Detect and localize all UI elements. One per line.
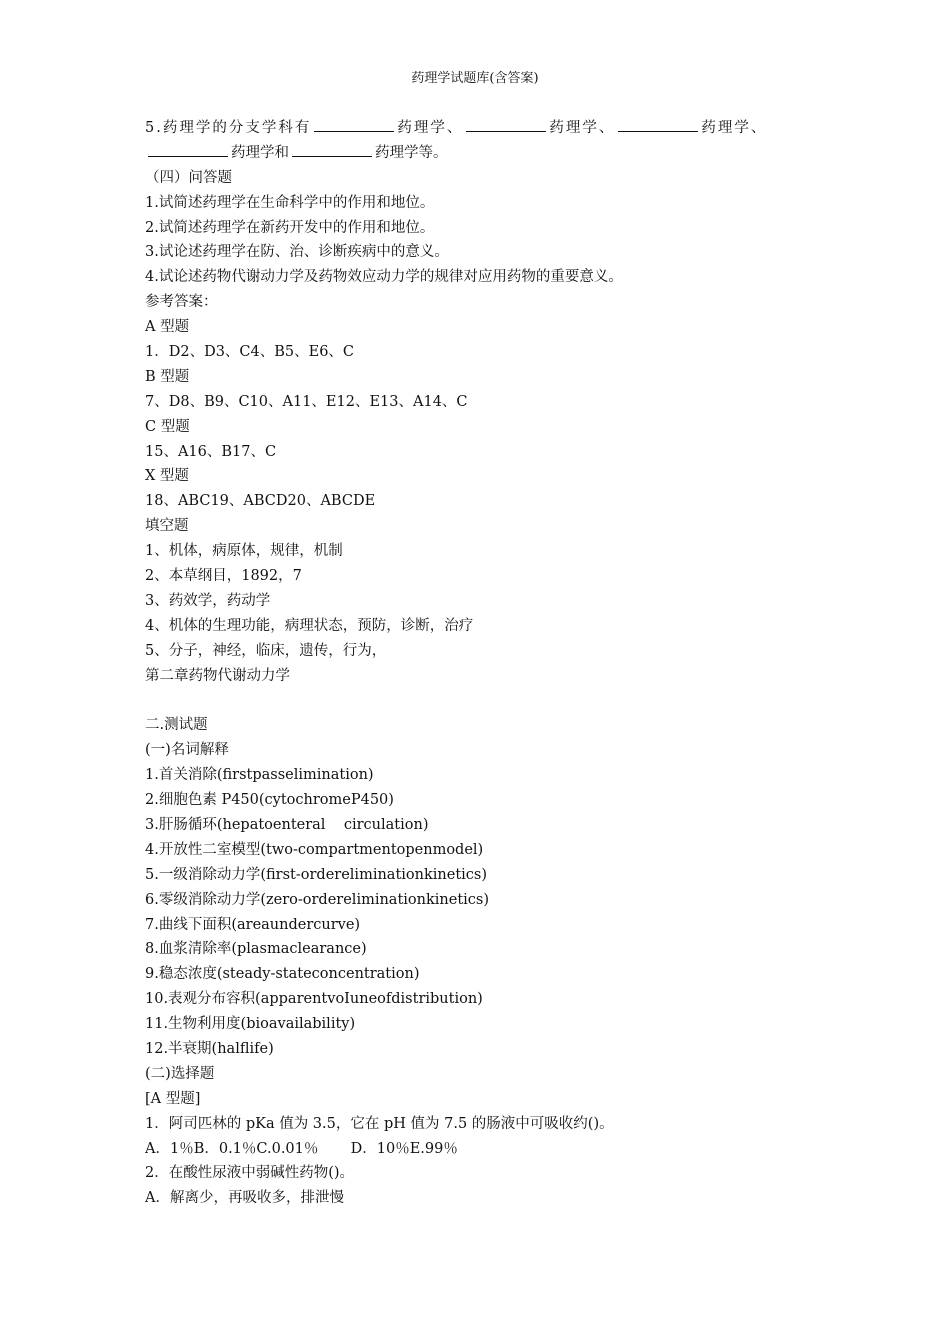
text-line: （四）问答题 (145, 169, 232, 186)
text-line: 7.曲线下面积(areaundercurve) (145, 916, 361, 933)
answer-blank (148, 142, 228, 157)
text-line: 3.肝肠循环(hepatoenteral circulation) (145, 816, 429, 833)
text-line: 1、机体，病原体，规律，机制 (145, 543, 343, 560)
text-line: 9.稳态浓度(steady-stateconcentration) (145, 966, 420, 983)
text-line: 3.试论述药理学在防、治、诊断疾病中的意义。 (145, 244, 449, 261)
text-line: 1．阿司匹林的 pKa 值为 3.5，它在 pH 值为 7.5 的肠液中可吸收约()。 (145, 1115, 614, 1132)
text-line: 8.血浆清除率(plasmaclearance) (145, 941, 367, 958)
text-line: 12.半衰期(halflife) (145, 1040, 274, 1057)
text-line: 参考答案： (145, 294, 218, 311)
text-line: C 型题 (145, 418, 190, 435)
text-line: 2、本草纲目，1892，7 (145, 568, 302, 585)
text-line: 1.试简述药理学在生命科学中的作用和地位。 (145, 194, 435, 211)
text-line: 二.测试题 (145, 717, 208, 734)
text-line: 2.试简述药理学在新药开发中的作用和地位。 (145, 219, 435, 236)
text-line: 5、分子，神经，临床，遗传，行为， (145, 642, 387, 659)
text-line: 5.一级消除动力学(first-ordereliminationkinetics) (145, 866, 488, 883)
text-line: (二)选择题 (145, 1065, 215, 1082)
text-line: 2.细胞色素 P450(cytochromeP450) (145, 792, 394, 809)
text-line: 6.零级消除动力学(zero-ordereliminationkinetics) (145, 891, 490, 908)
text-line: 11.生物利用度(bioavailability) (145, 1016, 356, 1033)
text-line: 填空题 (145, 518, 189, 535)
text-line: [A 型题] (145, 1090, 201, 1107)
fill-question-5-line-2: 药理学和 药理学等。 (145, 141, 805, 166)
text-line: A．1％B．0.1％C.0.01％ D．10％E.99％ (145, 1140, 458, 1157)
text-line: 10.表观分布容积(apparentvoIuneofdistribution) (145, 991, 483, 1008)
text-line: 18、ABC19、ABCD20、ABCDE (145, 493, 376, 510)
text-line: A 型题 (145, 319, 190, 336)
text-line: (一)名词解释 (145, 742, 229, 759)
answer-blank (292, 142, 372, 157)
text-line: 3、药效学，药动学 (145, 592, 271, 609)
document-body (145, 116, 805, 1211)
text-line: 4.开放性二室模型(two-compartmentopenmodel) (145, 841, 484, 858)
text-line: 7、D8、B9、C10、A11、E12、E13、A14、C (145, 393, 468, 410)
text-line: B 型题 (145, 368, 190, 385)
text-line: X 型题 (145, 468, 189, 485)
answer-blank (466, 117, 546, 132)
text-lines (145, 166, 805, 1211)
text-line: 4.试论述药物代谢动力学及药物效应动力学的规律对应用药物的重要意义。 (145, 269, 623, 286)
text-line: A．解离少，再吸收多，排泄慢 (145, 1190, 344, 1207)
answer-blank (314, 117, 394, 132)
text-line: 第二章药物代谢动力学 (145, 667, 290, 684)
text-line: 15、A16、B17、C (145, 443, 277, 460)
answer-blank (618, 117, 698, 132)
text-line: 1.首关消除(firstpasselimination) (145, 767, 374, 784)
text-line: 4、机体的生理功能，病理状态，预防，诊断，治疗 (145, 617, 474, 634)
page-header: 药理学试题库(含答案) (411, 71, 539, 86)
text-line: 1．D2、D3、C4、B5、E6、C (145, 344, 355, 361)
spacer (145, 688, 805, 713)
fill-question-5-line-1: 5.药理学的分支学科有 药理学、 药理学、 药理学、 (145, 116, 805, 141)
text-line: 2．在酸性尿液中弱碱性药物()。 (145, 1165, 355, 1182)
